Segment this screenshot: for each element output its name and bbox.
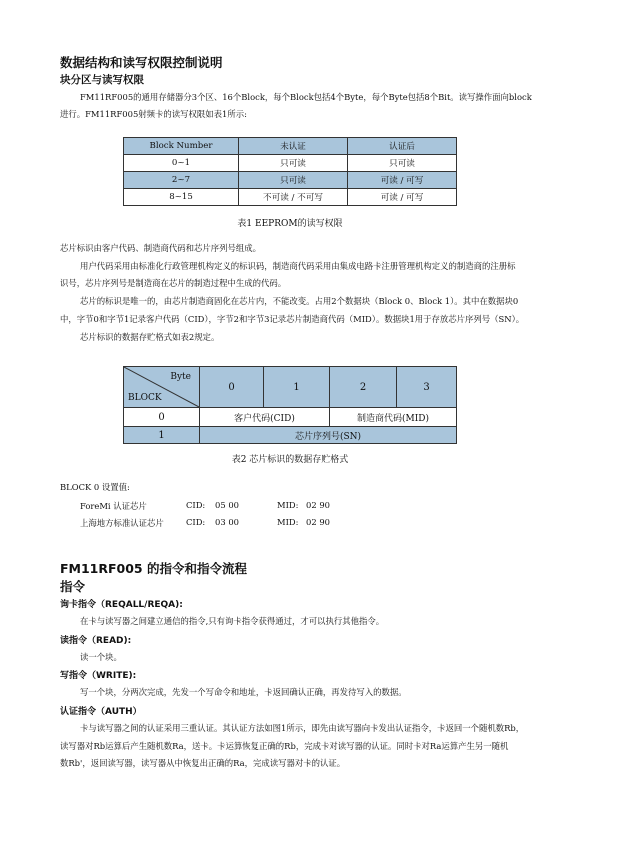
table-row [124, 172, 457, 189]
table-cell-block: 1 [124, 427, 200, 444]
paragraph-line: 识号，芯片序列号是制造商在芯片的制造过程中生成的代码。 [60, 278, 287, 288]
table-cell: 只可读 [348, 155, 457, 172]
command-title-reqa: 询卡指令（REQALL/REQA): [60, 600, 183, 610]
command-description: 读一个块。 [80, 652, 122, 662]
paragraph-line: 芯片标识由客户代码、制造商代码和芯片序列号组成。 [60, 243, 261, 253]
table-cell: 只可读 [239, 172, 348, 189]
paragraph-line: FM11RF005的通用存储器分3个区、16个Block，每个Block包括4个Byte，每个Byte包括8个Bit。读写操作面向block [80, 92, 532, 102]
table-cell: 可读 / 可写 [348, 172, 457, 189]
table-cell: 可读 / 可写 [348, 189, 457, 206]
cid-value: 03 00 [215, 517, 239, 527]
command-description: 数Rb'，返回读写器，读写器从中恢复出正确的Ra，完成读写器对卡的认证。 [60, 758, 346, 768]
paragraph-line: 芯片的标识是唯一的，由芯片制造商固化在芯片内，不能改变。占用2个数据块（Block 0、Block 1）。其中在数据块0 [80, 296, 519, 306]
block0-row-name: 上海地方标准认证芯片 [80, 518, 164, 528]
table-header-cell: 2 [330, 367, 397, 408]
mid-label: MID: [277, 517, 299, 527]
subsection-title-blocks: 块分区与读写权限 [60, 74, 144, 86]
cid-label: CID: [186, 500, 206, 510]
cid-label: CID: [186, 517, 206, 527]
paragraph-line: 进行。FM11RF005射频卡的读写权限如表1所示: [60, 109, 247, 119]
mid-value: 02 90 [306, 517, 330, 527]
table-caption: 表2 芯片标识的数据存贮格式 [231, 455, 349, 465]
table-caption: 表1 EEPROM的读写权限 [237, 219, 343, 229]
table-cell: 0~1 [124, 155, 239, 172]
command-title-read: 读指令（READ): [60, 636, 132, 646]
table-header-cell: 3 [397, 367, 457, 408]
corner-label-byte: Byte [170, 372, 191, 382]
table-header-cell: 未认证 [239, 138, 348, 155]
paragraph-line: 中，字节0和字节1记录客户代码（CID），字节2和字节3记录芯片制造商代码（MID）。数据块1用于存放芯片序列号（SN）。 [60, 314, 525, 324]
table-eeprom-permissions [123, 137, 457, 206]
section-title-data-structure: 数据结构和读写权限控制说明 [60, 55, 223, 70]
command-description: 卡与读写器之间的认证采用三重认证。其认证方法如图1所示，即先由读写器向卡发出认证指令，卡返回一个随机数Rb， [80, 723, 525, 733]
table-cell: 不可读 / 不可写 [239, 189, 348, 206]
table-cell: 芯片序列号(SN) [200, 427, 457, 444]
paragraph-line: 芯片标识的数据存贮格式如表2规定。 [80, 332, 220, 342]
block0-title: BLOCK 0 设置值: [60, 482, 130, 492]
command-description: 写一个块，分两次完成，先发一个写命令和地址，卡返回确认正确，再发待写入的数据。 [80, 687, 407, 697]
table-row [124, 427, 457, 444]
block0-row-name: ForeMi 认证芯片 [80, 501, 147, 511]
table-header-cell: 0 [200, 367, 264, 408]
subsection-title-commands: 指令 [60, 579, 86, 594]
table-header-row [124, 138, 457, 155]
table-cell-block: 0 [124, 408, 200, 427]
table-corner-cell [124, 367, 200, 408]
command-title-write: 写指令（WRITE): [60, 671, 137, 681]
table-header-cell: 1 [264, 367, 330, 408]
table-cell: 8~15 [124, 189, 239, 206]
cid-value: 05 00 [215, 500, 239, 510]
command-description: 读写器对Rb运算后产生随机数Ra，送卡。卡运算恢复正确的Rb，完成卡对读写器的认证。同时卡对Ra运算产生另一随机 [60, 741, 509, 751]
corner-label-block: BLOCK [128, 393, 162, 403]
table-cell: 2~7 [124, 172, 239, 189]
table-row [124, 189, 457, 206]
table-header-row [124, 367, 457, 408]
command-title-auth: 认证指令（AUTH） [60, 707, 142, 717]
table-cell: 制造商代码(MID) [330, 408, 457, 427]
paragraph-line: 用户代码采用由标准化行政管理机构定义的标识码，制造商代码采用由集成电路卡注册管理机构定义的制造商的注册标 [80, 261, 516, 271]
mid-value: 02 90 [306, 500, 330, 510]
table-header-cell: 认证后 [348, 138, 457, 155]
table-chip-id-format [123, 366, 457, 444]
table-cell: 只可读 [239, 155, 348, 172]
table-cell: 客户代码(CID) [200, 408, 330, 427]
mid-label: MID: [277, 500, 299, 510]
table-row [124, 155, 457, 172]
table-row [124, 408, 457, 427]
table-header-cell: Block Number [124, 138, 239, 155]
section-title-commands: FM11RF005 的指令和指令流程 [60, 561, 247, 576]
command-description: 在卡与读写器之间建立通信的指令,只有询卡指令获得通过，才可以执行其他指令。 [80, 616, 385, 626]
